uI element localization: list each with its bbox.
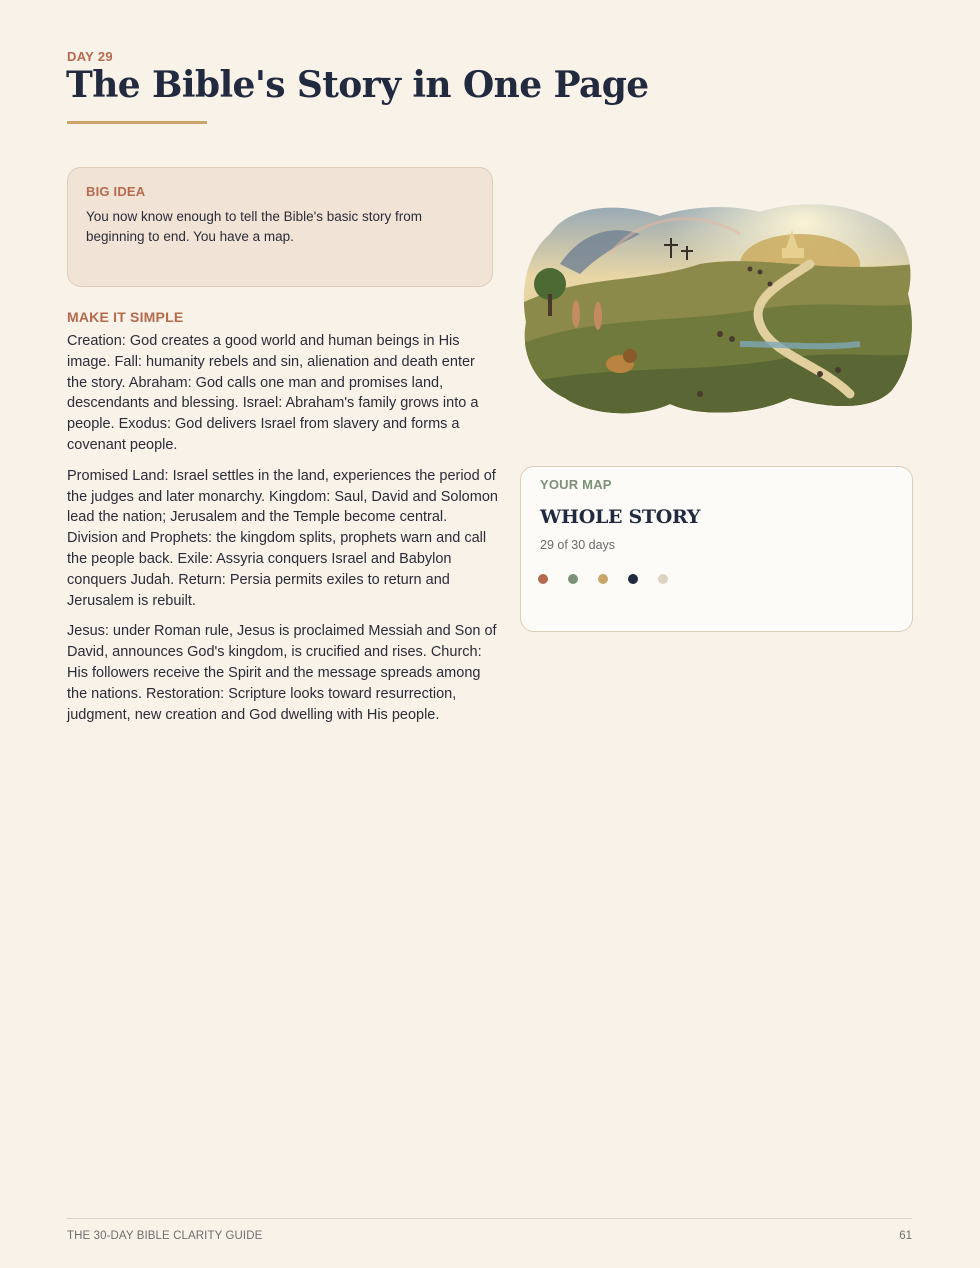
- your-map-card: [520, 466, 913, 632]
- progress-dot: [658, 574, 668, 584]
- progress-dot: [568, 574, 578, 584]
- day-label: DAY 29: [67, 49, 113, 64]
- bible-story-illustration: [520, 194, 914, 434]
- progress-dot: [628, 574, 638, 584]
- page-title: The Bible's Story in One Page: [66, 64, 649, 106]
- progress-dot: [538, 574, 548, 584]
- title-underline: [67, 121, 207, 124]
- big-idea-box: [67, 167, 493, 287]
- progress-text: 29 of 30 days: [540, 538, 616, 552]
- body-paragraph: Creation: God creates a good world and human beings in His image. Fall: humanity rebels and sin, alienation and death enter the story. Abraham: God calls one man and promises land, descendants and blessing. Israel: Abraham's family grows into a people. Exodus: God delivers Israel from slavery and forms a covenant people.: [67, 333, 479, 453]
- make-it-simple-body: [67, 331, 499, 735]
- progress-dots: [538, 574, 892, 584]
- your-map-heading: WHOLE STORY: [540, 506, 701, 528]
- body-paragraph: Jesus: under Roman rule, Jesus is proclaimed Messiah and Son of David, announces God's kingdom, is crucified and rises. Church: His followers receive the Spirit and the message spreads among the nations. Restoration: Scripture looks toward resurrection, judgment, new creation and God dwelling with His people.: [67, 623, 497, 723]
- big-idea-label: BIG IDEA: [86, 184, 146, 199]
- footer-book-title: THE 30-DAY BIBLE CLARITY GUIDE: [67, 1230, 263, 1242]
- your-map-label: YOUR MAP: [540, 477, 612, 492]
- body-paragraph: Promised Land: Israel settles in the land, experiences the period of the judges and later monarchy. Kingdom: Saul, David and Solomon lead the nation; Jerusalem and the Temple become central. Division and Prophets: the kingdom splits, prophets warn and call the people back. Exile: Assyria conquers Israel and Babylon conquers Judah. Return: Persia permits exiles to return and Jerusalem is rebuilt.: [67, 467, 498, 609]
- big-idea-text: You now know enough to tell the Bible's basic story from beginning to end. You have a map.: [86, 209, 423, 244]
- footer-divider: [67, 1218, 912, 1219]
- page-number: 61: [899, 1230, 912, 1242]
- make-it-simple-label: MAKE IT SIMPLE: [67, 309, 184, 325]
- progress-dot: [598, 574, 608, 584]
